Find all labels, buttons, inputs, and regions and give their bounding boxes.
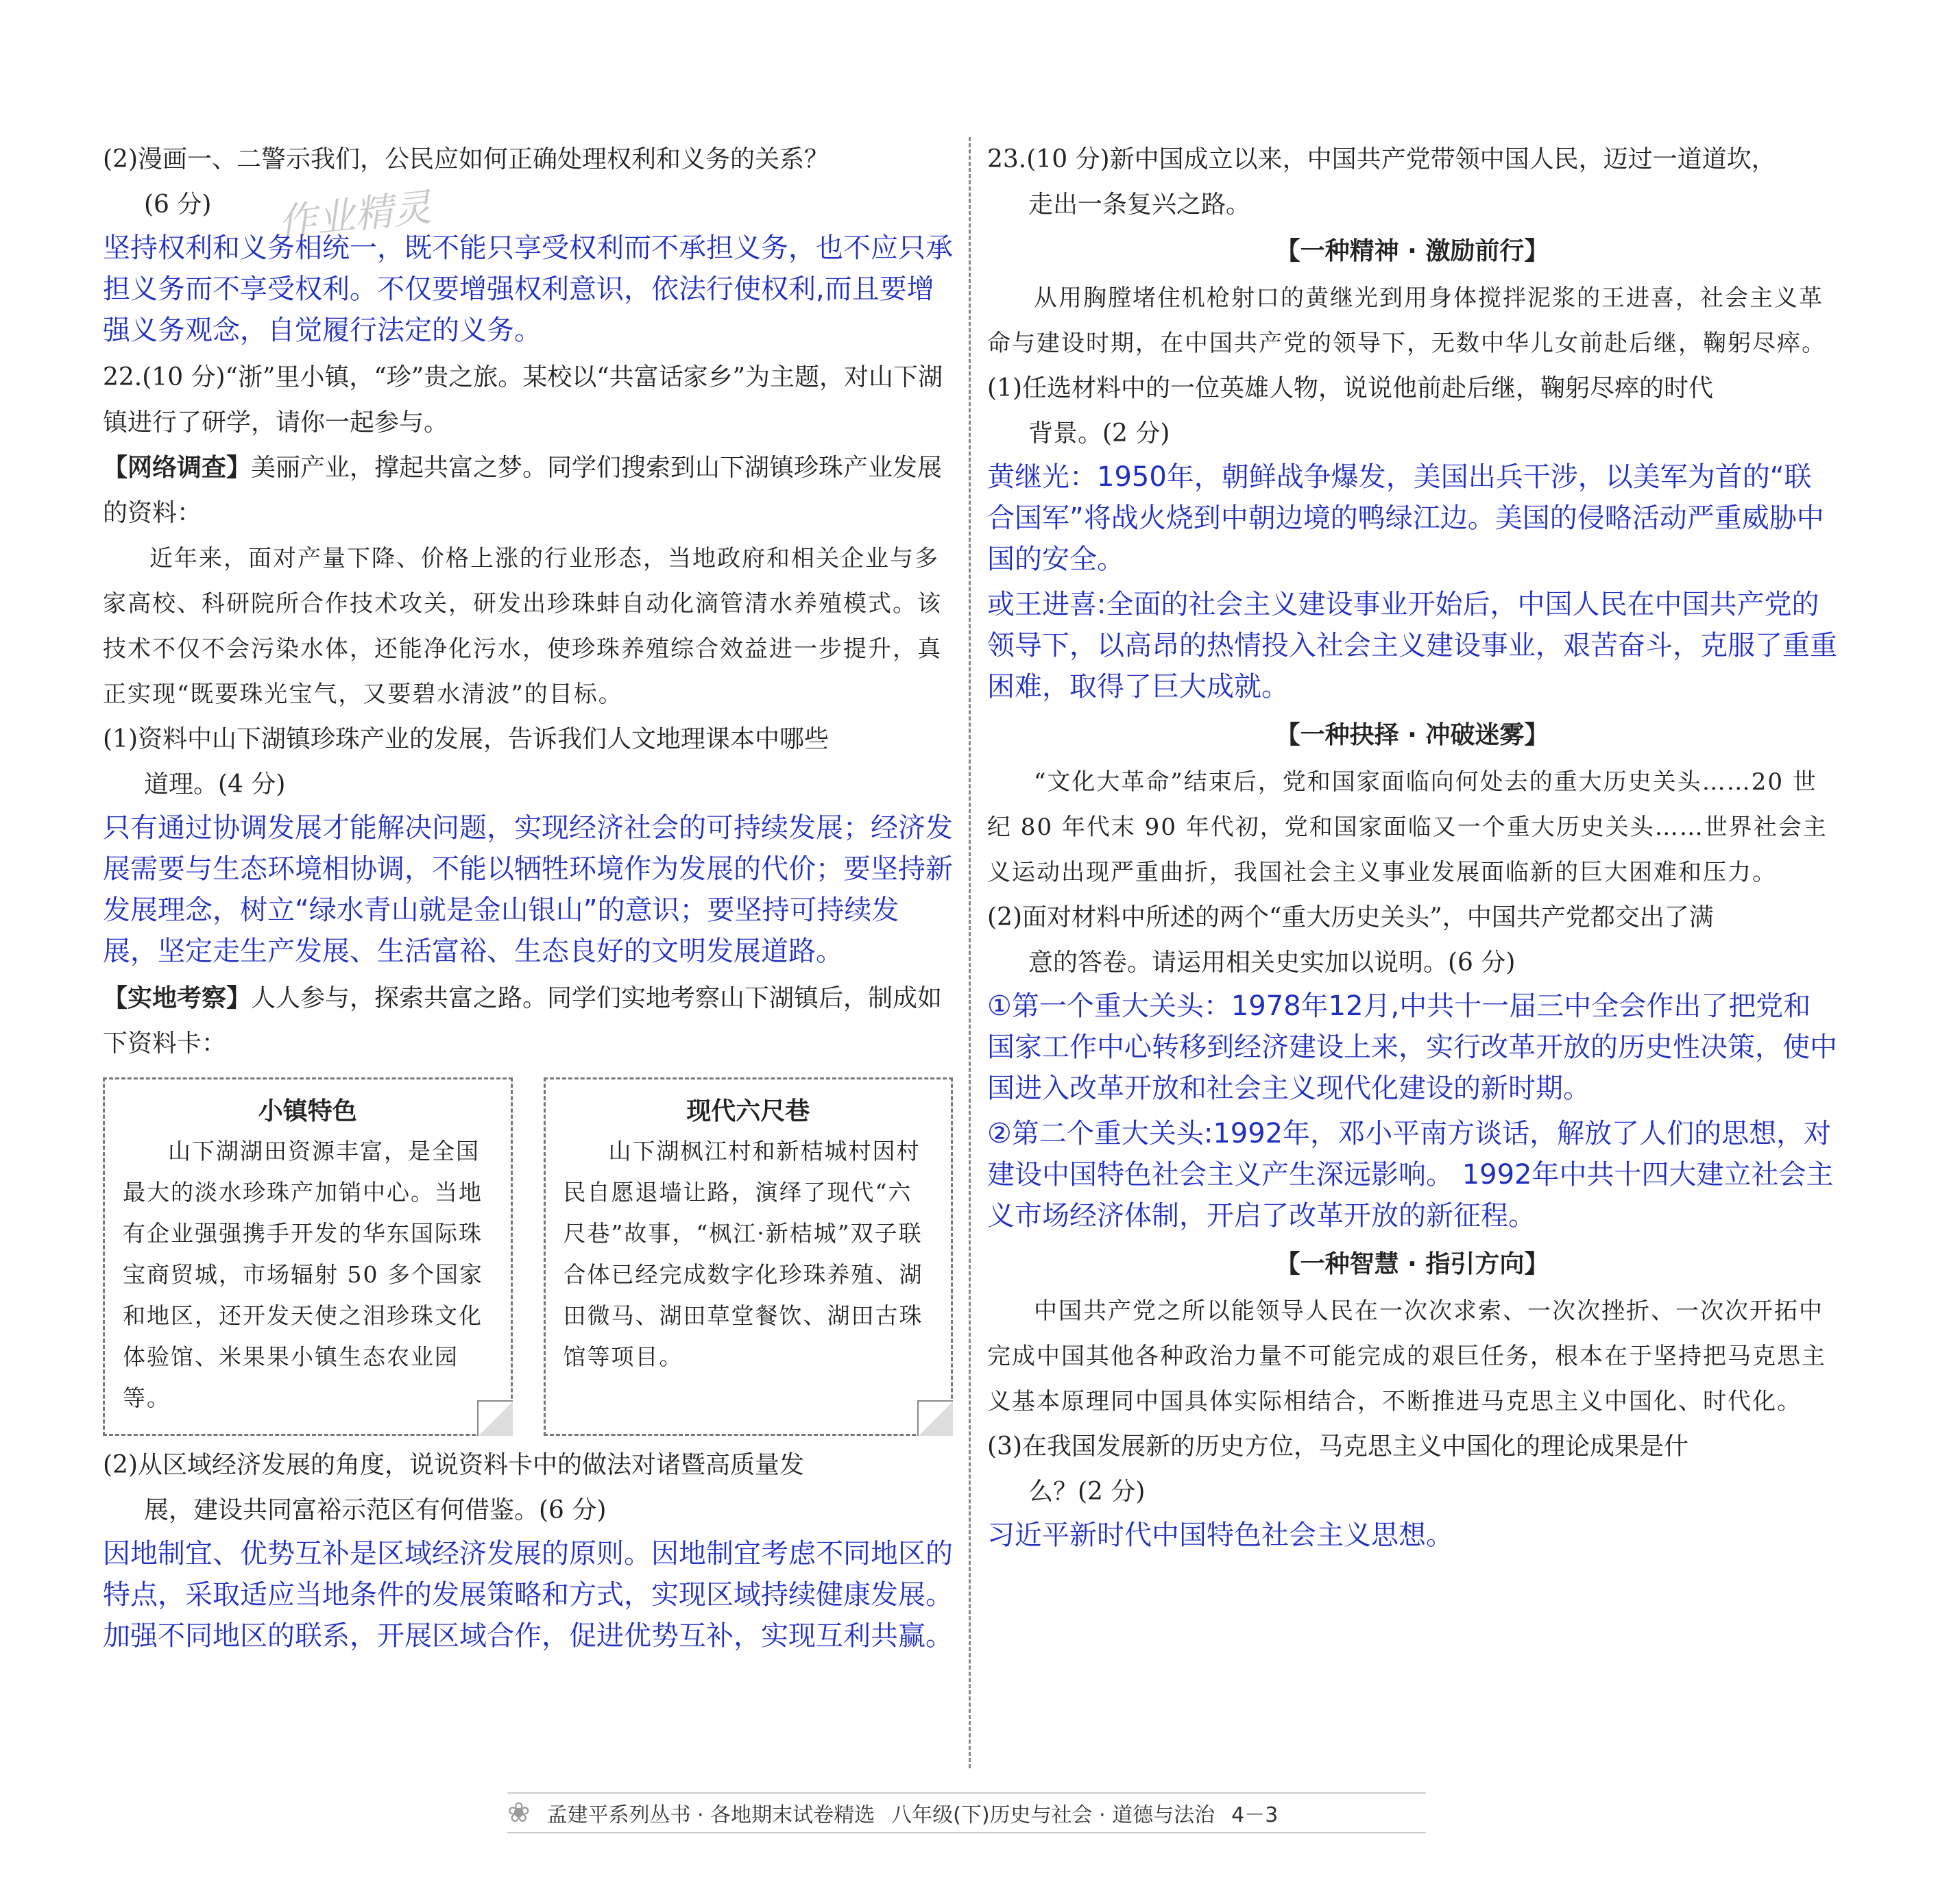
left-column — [103, 137, 953, 1661]
footer-page-number: 4－3 — [1231, 1803, 1279, 1827]
question-23-3 — [987, 1424, 1837, 1515]
question-22-1 — [103, 717, 953, 807]
question-23-3-score: 么？(2 分) — [1028, 1478, 1146, 1506]
field-survey-tag: 【实地考察】 — [103, 984, 252, 1012]
info-card-lane-text: 山下湖枫江村和新桔城村因村民自愿退墙让路，演绎了现代“六尺巷”故事，“枫江·新桔城”双子联合体已经完成数字化珍珠养殖、湖田微马、湖田草堂餐饮、湖田古珠馆等项目。 — [563, 1138, 923, 1370]
question-22-2-score: 展，建设共同富裕示范区有何借鉴。(6 分) — [144, 1496, 607, 1524]
info-card-town-title: 小镇特色 — [258, 1097, 357, 1125]
answer-21-2: 坚持权利和义务相统一，既不能只享受权利而不承担义务，也不应只承担义务而不享受权利。不仅要增强权利意识，依法行使权利,而且要增强义务观念，自觉履行法定的义务。 — [103, 232, 953, 346]
section-head-spirit: 【一种精神 · 激励前行】 — [1275, 237, 1549, 265]
answer-22-1: 只有通过协调发展才能解决问题，实现经济社会的可持续发展；经济发展需要与生态环境相协调，不能以牺牲环境作为发展的代价；要坚持新发展理念，树立“绿水青山就是金山银山”的意识；要坚持可持续发展，坚定走生产发展、生活富裕、生态良好的文明发展道路。 — [103, 812, 953, 967]
question-21-2 — [103, 137, 953, 228]
page-fold-icon — [477, 1400, 513, 1436]
section-head-wisdom: 【一种智慧 · 指引方向】 — [1275, 1250, 1549, 1278]
question-23-1-score: 背景。(2 分) — [1028, 419, 1170, 448]
question-23-text: 23.(10 分)新中国成立以来，中国共产党带领中国人民，迈过一道道坎， — [987, 145, 1776, 173]
footer-grade: 八年级(下)历史与社会 · 道德与法治 — [891, 1803, 1215, 1827]
column-divider — [969, 137, 971, 1768]
watermark: 作业精灵 — [276, 185, 434, 246]
question-22-1-score: 道理。(4 分) — [144, 770, 286, 798]
question-21-2-score: (6 分) — [144, 191, 212, 219]
info-card-town-text: 山下湖湖田资源丰富，是全国最大的淡水珍珠产加销中心。当地有企业强强携手开发的华东国际珠宝商贸城，市场辐射 50 多个国家和地区，还开发天使之泪珍珠文化体验馆、米果果小镇生态农业园等。 — [123, 1138, 483, 1411]
info-cards — [103, 1077, 953, 1436]
material-choice: “文化大革命”结束后，党和国家面临向何处去的重大历史关头……20 世纪 80 年代末 90 年代初，党和国家面临又一个重大历史关头……世界社会主义运动出现严重曲折，我国社会主义事业发展面临新的巨大困难和压力。 — [987, 768, 1828, 886]
net-survey — [103, 446, 953, 536]
info-card-lane — [544, 1077, 954, 1436]
answer-23-3: 习近平新时代中国特色社会主义思想。 — [987, 1519, 1453, 1551]
question-23 — [987, 137, 1837, 228]
question-23-text-cont: 走出一条复兴之路。 — [1028, 191, 1251, 219]
net-survey-tag: 【网络调查】 — [103, 454, 252, 482]
net-survey-text: 美丽产业，撑起共富之梦。同学们搜索到山下湖镇珍珠产业发展的资料： — [103, 454, 943, 527]
footer-series: 孟建平系列丛书 · 各地期末试卷精选 — [546, 1803, 875, 1827]
question-23-2 — [987, 895, 1837, 986]
question-22-2-text: (2)从区域经济发展的角度，说说资料卡中的做法对诸暨高质量发 — [103, 1451, 804, 1479]
bird-logo-icon: ❀ — [507, 1797, 531, 1829]
page-fold-icon — [917, 1400, 953, 1436]
info-card-town — [103, 1077, 513, 1436]
question-23-3-text: (3)在我国发展新的历史方位，马克思主义中国化的理论成果是什 — [987, 1432, 1688, 1461]
question-22-2 — [103, 1443, 953, 1533]
answer-23-1: 黄继光：1950年，朝鲜战争爆发，美国出兵干涉，以美军为首的“联合国军”将战火烧到中朝边境的鸭绿江边。美国的侵略活动严重威胁中国的安全。 — [987, 461, 1824, 575]
question-22-1-text: (1)资料中山下湖镇珍珠产业的发展，告诉我们人文地理课本中哪些 — [103, 725, 829, 753]
answer-23-2-second: ②第二个重大关头:1992年，邓小平南方谈话，解放了人们的思想，对建设中国特色社会主义产生深远影响。 1992年中共十四大建立社会主义市场经济体制，开启了改革开放的新征程。 — [987, 1118, 1834, 1232]
question-23-1-text: (1)任选材料中的一位英雄人物，说说他前赴后继，鞠躬尽瘁的时代 — [987, 374, 1713, 402]
question-23-2-score: 意的答卷。请运用相关史实加以说明。(6 分) — [1028, 949, 1516, 977]
material-pearl: 近年来，面对产量下降、价格上涨的行业形态，当地政府和相关企业与多家高校、科研院所合作技术攻关，研发出珍珠蚌自动化滴管清水养殖模式。该技术不仅不会污染水体，还能净化污水，使珍珠养殖综合效益进一步提升，真正实现“既要珠光宝气，又要碧水清波”的目标。 — [103, 545, 942, 708]
field-survey — [103, 976, 953, 1066]
material-spirit: 从用胸膛堵住机枪射口的黄继光到用身体搅拌泥浆的王进喜，社会主义革命与建设时期，在中国共产党的领导下，无数中华儿女前赴后继，鞠躬尽瘁。 — [987, 284, 1826, 357]
right-column — [987, 137, 1837, 1560]
info-card-lane-title: 现代六尺巷 — [686, 1097, 810, 1125]
field-survey-text: 人人参与，探索共富之路。同学们实地考察山下湖镇后，制成如下资料卡： — [103, 984, 943, 1058]
material-wisdom: 中国共产党之所以能领导人民在一次次求索、一次次挫折、一次次开拓中完成中国其他各种政治力量不可能完成的艰巨任务，根本在于坚持把马克思主义基本原理同中国具体实际相结合，不断推进马克思主义中国化、时代化。 — [987, 1297, 1826, 1415]
answer-22-2: 因地制宜、优势互补是区域经济发展的原则。因地制宜考虑不同地区的特点，采取适应当地条件的发展策略和方式，实现区域持续健康发展。加强不同地区的联系，开展区域合作，促进优势互补，实现互利共赢。 — [103, 1538, 953, 1652]
question-23-1 — [987, 366, 1837, 456]
section-head-choice: 【一种抉择 · 冲破迷雾】 — [1275, 721, 1549, 749]
page-footer — [507, 1792, 1426, 1833]
answer-23-1-alt: 或王进喜:全面的社会主义建设事业开始后，中国人民在中国共产党的领导下，以高昂的热情投入社会主义建设事业，艰苦奋斗，克服了重重困难，取得了巨大成就。 — [987, 589, 1837, 703]
question-23-2-text: (2)面对材料中所述的两个“重大历史关头”，中国共产党都交出了满 — [987, 903, 1714, 931]
question-22: 22.(10 分)“浙”里小镇，“珍”贵之旅。某校以“共富话家乡”为主题，对山下湖镇进行了研学，请你一起参与。 — [103, 363, 943, 437]
answer-23-2: ①第一个重大关头：1978年12月,中共十一届三中全会作出了把党和国家工作中心转移到经济建设上来，实行改革开放的历史性决策，使中国进入改革开放和社会主义现代化建设的新时期。 — [987, 990, 1837, 1104]
question-21-2-text: (2)漫画一、二警示我们，公民应如何正确处理权利和义务的关系？ — [103, 145, 829, 173]
